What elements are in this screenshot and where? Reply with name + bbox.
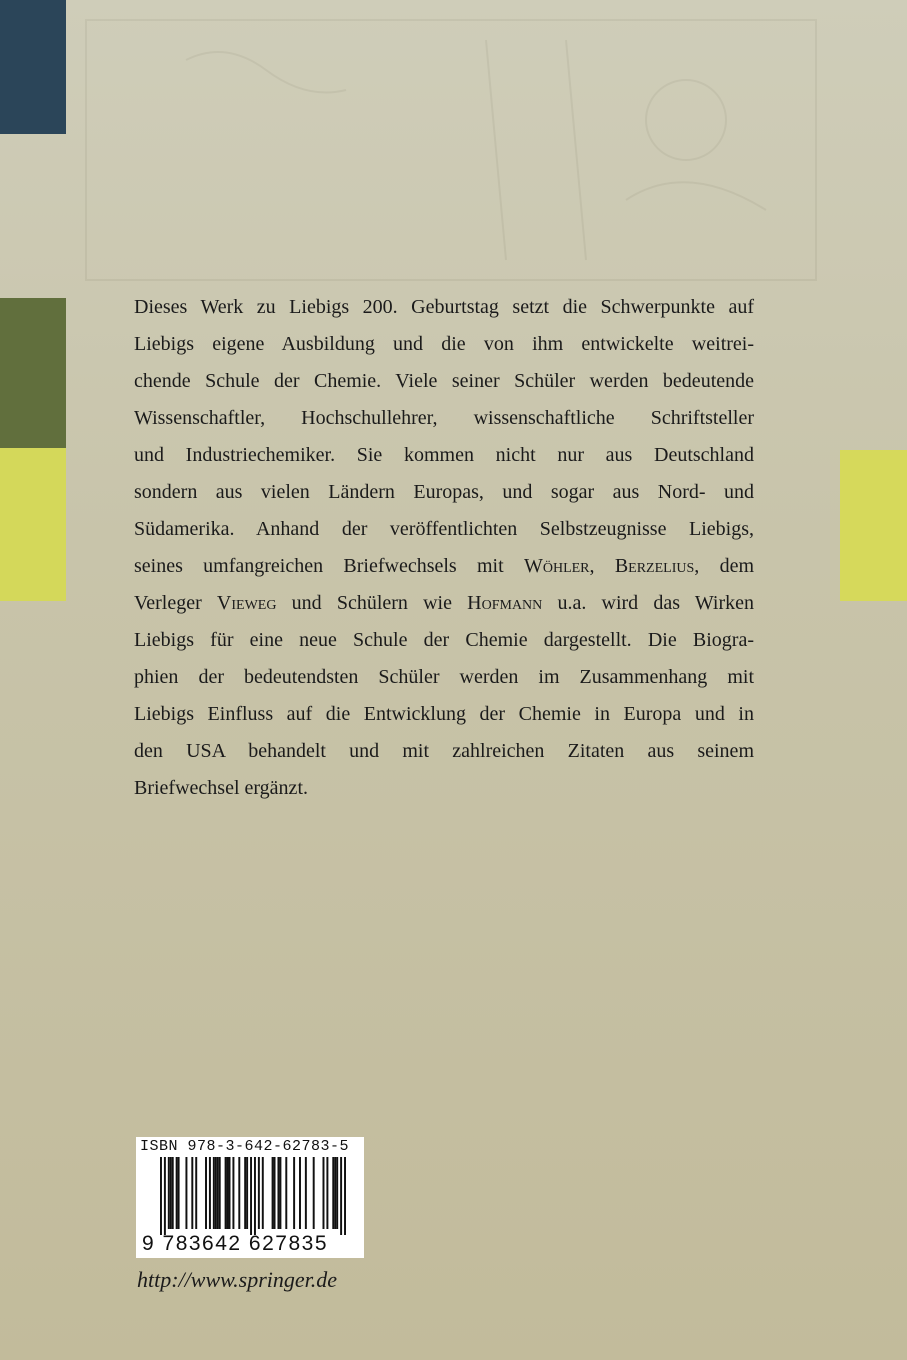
olive-color-band xyxy=(0,298,66,448)
barcode-bar xyxy=(227,1157,229,1229)
name-hofmann: Hofmann xyxy=(467,592,543,614)
barcode-bar xyxy=(262,1157,264,1229)
barcode-bar xyxy=(191,1157,193,1229)
text-segment: u.a. wird das Wirken xyxy=(542,592,754,614)
barcode-bar xyxy=(258,1157,260,1229)
lime-color-band-right xyxy=(840,450,907,601)
barcode-bar xyxy=(279,1157,281,1229)
blurb-line: Liebigs eigene Ausbildung und die von ihm entwickelte weitrei- xyxy=(134,333,754,355)
barcode-bar xyxy=(178,1157,180,1229)
ean-number: 9 783642 627835 xyxy=(142,1232,328,1255)
barcode-bar xyxy=(213,1157,215,1229)
barcode-bar xyxy=(313,1157,315,1229)
barcode-bar xyxy=(336,1157,338,1229)
barcode-bar xyxy=(232,1157,234,1229)
blurb-line xyxy=(134,548,754,585)
barcode-bar xyxy=(238,1157,240,1229)
barcode-bar xyxy=(170,1157,172,1229)
blurb-line: chende Schule der Chemie. Viele seiner Schüler werden bedeutende xyxy=(134,370,754,392)
barcode-bar xyxy=(332,1157,334,1229)
barcode-bar xyxy=(250,1157,252,1235)
barcode-bar xyxy=(229,1157,231,1229)
barcode-bar xyxy=(195,1157,197,1229)
text-segment: seines umfangreichen Briefwechsels mit xyxy=(134,555,524,577)
barcode-bars xyxy=(160,1157,346,1235)
barcode-bar xyxy=(299,1157,301,1229)
barcode-bar xyxy=(323,1157,325,1229)
blurb-line: Wissenschaftler, Hochschullehrer, wissenschaftliche Schriftsteller xyxy=(134,407,754,429)
blurb-line: und Industriechemiker. Sie kommen nicht nur aus Deutschland xyxy=(134,444,754,466)
blurb-line: Briefwechsel ergänzt. xyxy=(134,777,308,799)
barcode-bar xyxy=(172,1157,174,1229)
barcode-bar xyxy=(340,1157,342,1235)
barcode-bar xyxy=(285,1157,287,1229)
text-segment: , xyxy=(589,555,615,577)
blurb-line: den USA behandelt und mit zahlreichen Zitaten aus seinem xyxy=(134,740,754,762)
name-berzelius: Berzelius xyxy=(614,555,695,577)
barcode-bar xyxy=(293,1157,295,1229)
blurb-line xyxy=(134,585,754,622)
text-segment: und Schülern wie xyxy=(276,592,468,614)
barcode-bar xyxy=(209,1157,211,1229)
barcode-bar xyxy=(274,1157,276,1229)
text-segment: , dem xyxy=(694,555,754,577)
blurb-line: Liebigs für eine neue Schule der Chemie dargestellt. Die Biogra- xyxy=(134,629,754,651)
barcode-bar xyxy=(219,1157,221,1229)
blurb-line: sondern aus vielen Ländern Europas, und sogar aus Nord- und xyxy=(134,481,754,503)
barcode-bar xyxy=(160,1157,162,1235)
name-woehler: Wöhler xyxy=(523,555,590,577)
barcode-bar xyxy=(254,1157,256,1235)
isbn-label: ISBN 978-3-642-62783-5 xyxy=(140,1138,350,1155)
barcode-bar xyxy=(176,1157,178,1229)
navy-color-band xyxy=(0,0,66,134)
faded-background-illustration xyxy=(66,0,840,300)
lime-color-band-left xyxy=(0,448,66,601)
isbn-barcode xyxy=(136,1137,364,1258)
barcode-bar xyxy=(168,1157,170,1229)
back-cover-blurb xyxy=(134,289,754,807)
barcode-bar xyxy=(185,1157,187,1229)
barcode-bar xyxy=(225,1157,227,1229)
barcode-bar xyxy=(272,1157,274,1229)
barcode-bar xyxy=(334,1157,336,1229)
barcode-bar xyxy=(244,1157,246,1229)
publisher-url[interactable]: http://www.springer.de xyxy=(137,1267,338,1292)
barcode-bar xyxy=(344,1157,346,1235)
barcode-bar xyxy=(246,1157,248,1229)
barcode-bar xyxy=(326,1157,328,1229)
barcode-bar xyxy=(205,1157,207,1229)
barcode-bar xyxy=(217,1157,219,1229)
barcode-bar xyxy=(215,1157,217,1229)
barcode-bar xyxy=(164,1157,166,1235)
blurb-line: Dieses Werk zu Liebigs 200. Geburtstag setzt die Schwerpunkte auf xyxy=(134,296,754,318)
barcode-bar xyxy=(277,1157,279,1229)
text-segment: Verleger xyxy=(134,592,217,614)
blurb-line: Liebigs Einfluss auf die Entwicklung der Chemie in Europa und in xyxy=(134,703,754,725)
name-vieweg: Vieweg xyxy=(216,592,277,614)
barcode-bar xyxy=(305,1157,307,1229)
blurb-line: Südamerika. Anhand der veröffentlichten Selbstzeugnisse Liebigs, xyxy=(134,518,754,540)
blurb-line: phien der bedeutendsten Schüler werden im Zusammenhang mit xyxy=(134,666,754,688)
